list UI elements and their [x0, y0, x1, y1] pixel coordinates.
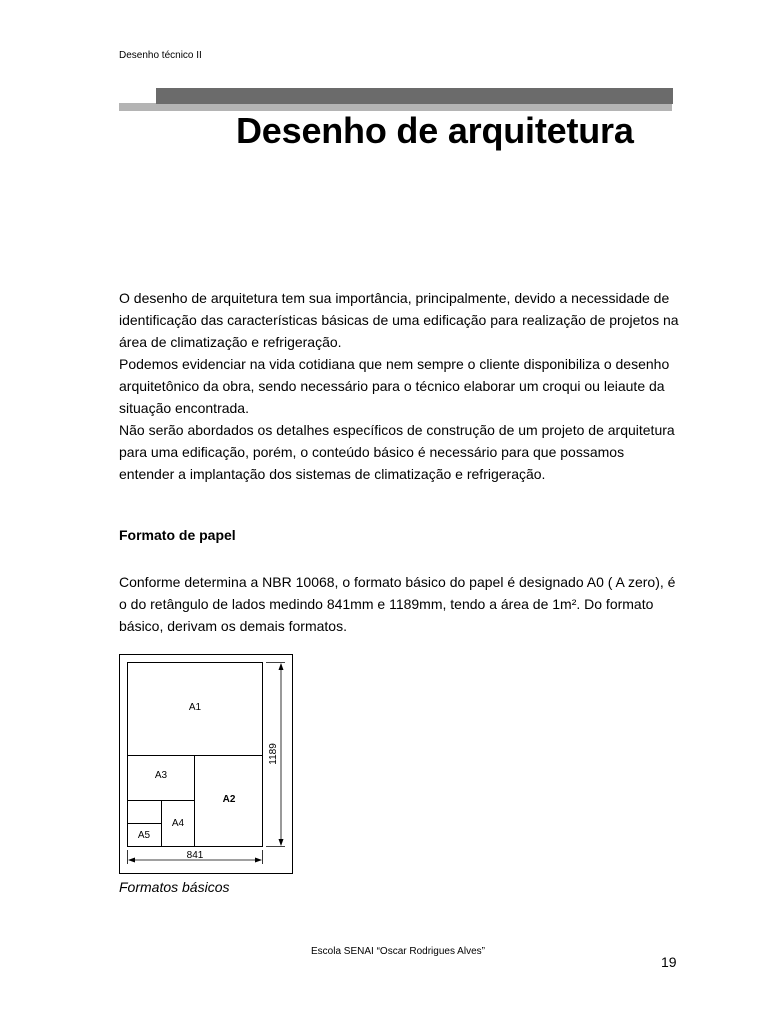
paper-formats-diagram — [119, 654, 295, 876]
dimension-width-label: 841 — [186, 850, 204, 861]
label-a5: A5 — [137, 830, 151, 841]
page-title: Desenho de arquitetura — [236, 110, 634, 151]
label-a3: A3 — [154, 770, 168, 781]
title-bar-dark — [156, 88, 673, 104]
dimension-height-label: 1189 — [268, 743, 279, 765]
paragraph-3: Não serão abordados os detalhes específicos de construção de um projeto de arquitetura para uma edificação, porém, o conteúdo básico é necessário para que possamos entender a implantação dos sistemas de climatização e refrigeração. — [119, 422, 675, 482]
section-title: Formato de papel — [119, 527, 236, 543]
label-a4: A4 — [171, 818, 185, 829]
running-header: Desenho técnico II — [119, 50, 202, 61]
paragraph-2: Podemos evidenciar na vida cotidiana que nem sempre o cliente disponibiliza o desenho arquitetônico da obra, sendo necessário para o técnico elaborar um croqui ou leiaute da situação encontrada. — [119, 356, 670, 416]
label-a1: A1 — [188, 702, 202, 713]
footer-school: Escola SENAI “Oscar Rodrigues Alves” — [311, 946, 485, 957]
section-paragraph: Conforme determina a NBR 10068, o formato básico do papel é designado A0 ( A zero), é o do retângulo de lados medindo 841mm e 1189mm, tendo a área de 1m². Do formato básico, derivam os demais formatos. — [119, 574, 676, 634]
label-a2: A2 — [222, 794, 236, 805]
figure-caption: Formatos básicos — [119, 879, 230, 895]
page-number: 19 — [661, 954, 677, 970]
paragraph-1: O desenho de arquitetura tem sua importância, principalmente, devido a necessidade de identificação das características básicas de uma edificação para realização de projetos na área de climatização e refrigeração. — [119, 290, 679, 350]
